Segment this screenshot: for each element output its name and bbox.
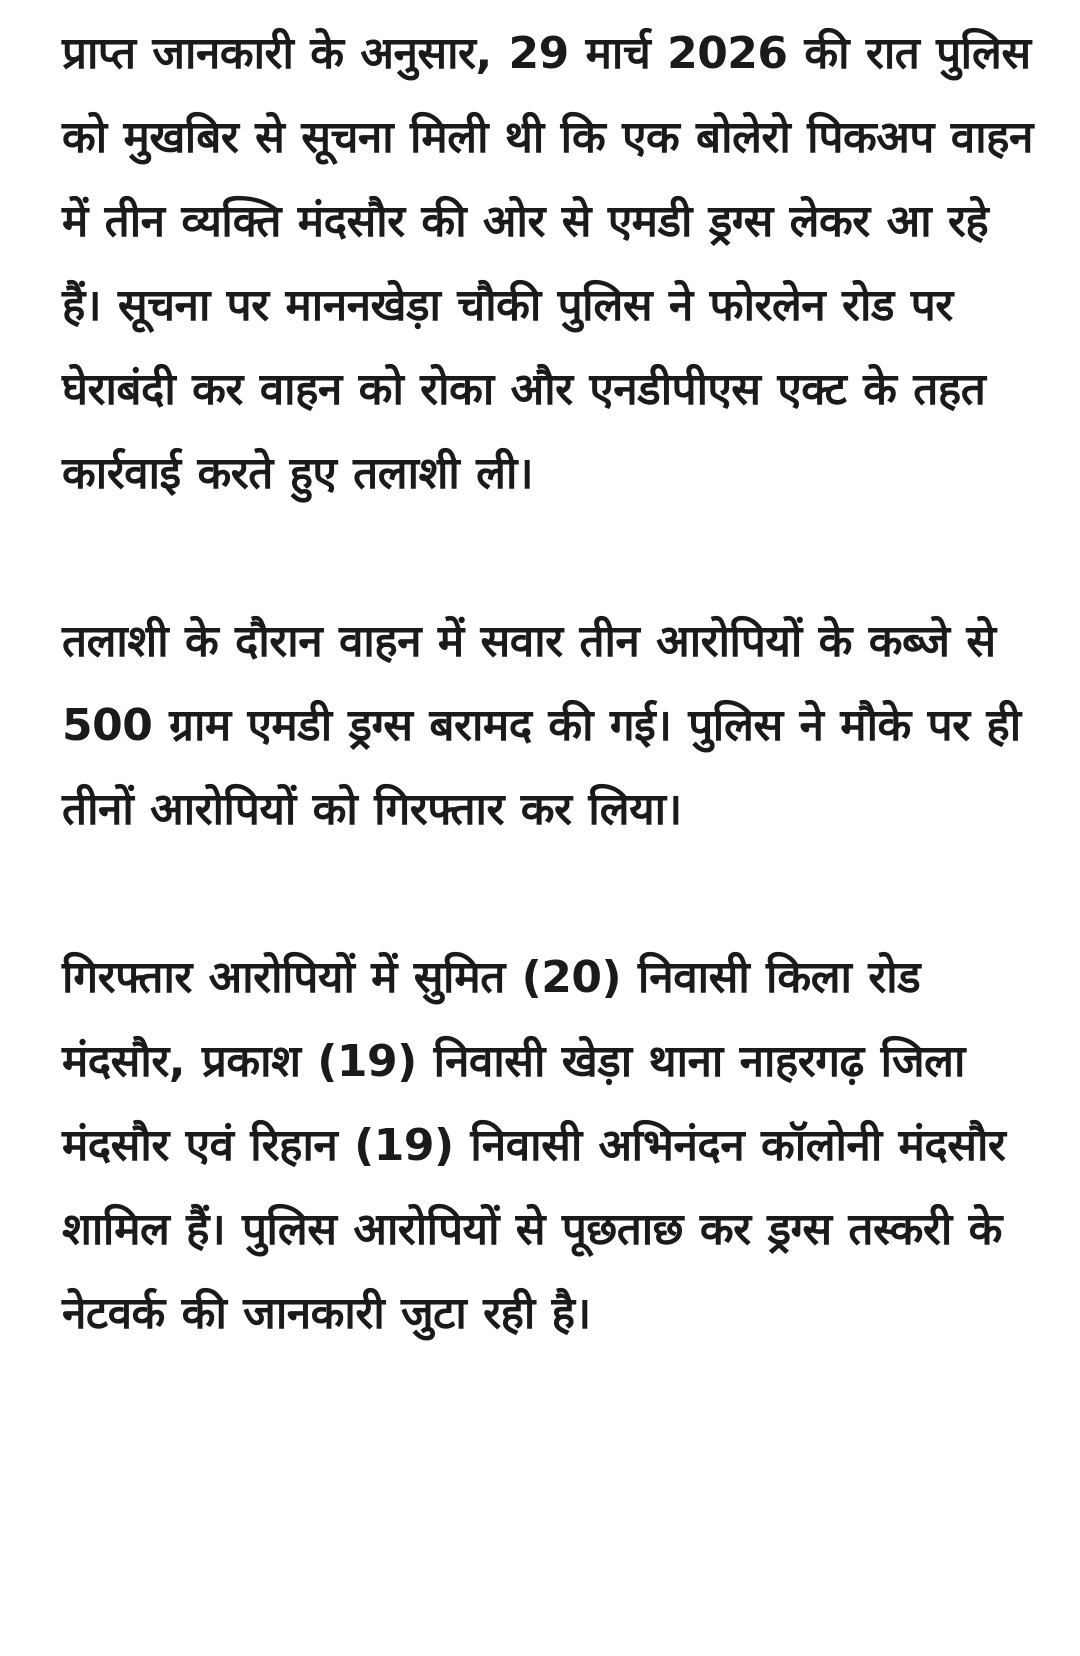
article-paragraph-2: तलाशी के दौरान वाहन में सवार तीन आरोपियों के कब्जे से 500 ग्राम एमडी ड्रग्स बरामद की गई। पुलिस ने मौके पर ही तीनों आरोपियों को गिरफ्तार कर लिया।: [62, 616, 1021, 835]
article-paragraph-1: प्राप्त जानकारी के अनुसार, 29 मार्च 2026 की रात पुलिस को मुखबिर से सूचना मिली थी कि एक बोलेरो पिकअप वाहन में तीन व्यक्ति मंदसौर की ओर से एमडी ड्रग्स लेकर आ रहे हैं। सूचना पर माननखेड़ा चौकी पुलिस ने फोरलेन रोड पर घेराबंदी कर वाहन को रोका और एनडीपीएस एक्ट के तहत कार्रवाई करते हुए तलाशी ली।: [62, 28, 1033, 499]
article-paragraph-3: गिरफ्तार आरोपियों में सुमित (20) निवासी किला रोड मंदसौर, प्रकाश (19) निवासी खेड़ा थाना नाहरगढ़ जिला मंदसौर एवं रिहान (19) निवासी अभिनंदन कॉलोनी मंदसौर शामिल हैं। पुलिस आरोपियों से पूछताछ कर ड्रग्स तस्करी के नेटवर्क की जानकारी जुटा रही है।: [62, 952, 1006, 1339]
